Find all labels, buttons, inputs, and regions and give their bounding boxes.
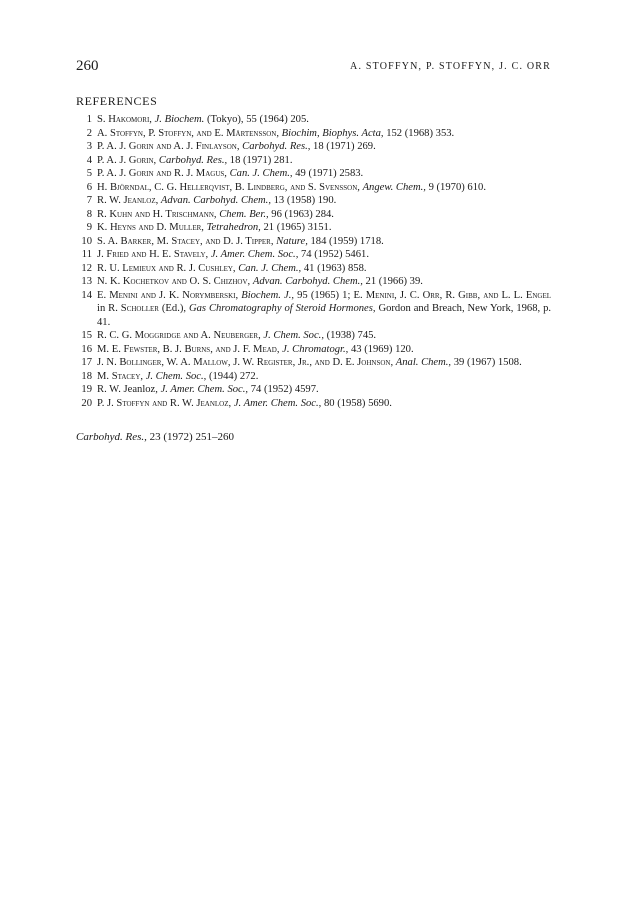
reference-number: 1 [86,114,92,125]
reference-detail: in [97,303,109,314]
reference-item [76,235,551,249]
reference-number: 14 [81,289,92,301]
reference-journal: J. Amer. Chem. Soc., [233,397,322,409]
reference-authors: E. Menini and J. K. Norymberski, [97,289,239,301]
reference-authors: R. Scholler [108,303,159,314]
footer-citation: 23 (1972) 251–260 [146,431,234,443]
reference-number: 9 [86,222,92,233]
reference-authors: M. Stacey, [97,370,144,382]
reference-number: 19 [81,384,92,395]
reference-authors: K. Heyns and D. Muller, [97,222,204,233]
reference-authors: J. Fried and H. E. Stavely, [97,249,209,260]
reference-text [97,356,551,370]
page-number: 260 [76,58,99,74]
reference-text [97,167,551,181]
reference-journal: J. Biochem. [154,114,205,125]
running-head: A. STOFFYN, P. STOFFYN, J. C. ORR [350,61,551,72]
reference-detail: 18 (1971) 269. [310,141,376,152]
reference-journal: Biochem. J., [241,289,295,301]
reference-number: 18 [81,370,92,382]
reference-journal: J. Chem. Soc., [145,370,207,382]
reference-number: 6 [86,181,92,193]
reference-detail: (1944) 272. [206,370,259,382]
reference-text [97,343,551,357]
reference-authors: P. A. J. Gorin and R. J. Magus, [97,168,227,179]
reference-item [76,140,551,154]
reference-detail: R. W. Jeanloz, [97,384,161,395]
reference-journal: Chem. Ber., [219,208,269,220]
reference-authors: R. W. Jeanloz, [97,195,159,206]
reference-detail: (Tokyo), 55 (1964) 205. [204,114,309,125]
reference-journal: J. Amer. Chem. Soc., [210,249,299,260]
reference-number: 3 [86,141,92,152]
reference-item [76,154,551,168]
reference-item [76,329,551,343]
reference-number: 7 [86,195,92,206]
reference-item [76,221,551,235]
reference-item [76,208,551,222]
reference-item [76,194,551,208]
reference-authors: S. A. Barker, M. Stacey, and D. J. Tipper, [97,235,274,247]
reference-journal: Carbohyd. Res., [242,141,311,152]
reference-text [97,262,551,276]
reference-authors: J. N. Bollinger, W. A. Mallow, J. W. Register, Jr., and D. E. Johnson, [97,357,394,368]
reference-detail: 21 (1966) 39. [362,276,423,287]
reference-authors: P. A. J. Gorin and A. J. Finlayson, [97,141,240,152]
reference-number: 16 [81,343,92,355]
reference-detail: 96 (1963) 284. [268,208,334,220]
reference-detail: 21 (1965) 3151. [260,222,332,233]
reference-text [97,113,551,127]
reference-journal: Tetrahedron, [206,222,261,233]
reference-number: 11 [81,249,92,260]
journal-footer [76,431,234,443]
reference-number: 12 [81,262,92,274]
reference-authors: N. K. Kochetkov and O. S. Chizhov, [97,276,251,287]
reference-journal: Carbohyd. Res., [158,154,228,166]
reference-authors: M. E. Fewster, B. J. Burns, and J. F. Mead, [97,343,280,355]
reference-number: 13 [81,276,92,287]
footer-journal: Carbohyd. Res., [76,431,147,443]
reference-authors: R. Kuhn and H. Trischmann, [97,208,217,220]
reference-journal: Advan. Carbohyd. Chem., [160,195,271,206]
reference-item [76,397,551,411]
reference-detail: (1938) 745. [323,330,377,341]
reference-text [97,383,551,397]
reference-number: 8 [86,208,92,220]
reference-text [97,140,551,154]
reference-number: 20 [81,397,92,409]
reference-journal: J. Chem. Soc., [263,330,324,341]
reference-detail: 49 (1971) 2583. [292,168,364,179]
reference-journal: J. Amer. Chem. Soc., [160,384,249,395]
reference-authors: A. Stoffyn, P. Stoffyn, and E. Mårtensson, [97,127,279,139]
reference-text [97,208,551,222]
reference-journal: Nature, [276,235,308,247]
reference-item [76,181,551,195]
reference-journal: Angew. Chem., [362,181,426,193]
reference-item [76,275,551,289]
reference-authors: S. Hakomori, [97,114,152,125]
reference-text [97,127,551,141]
reference-text [97,181,551,195]
reference-item [76,113,551,127]
reference-item [76,289,551,330]
reference-detail: 39 (1967) 1508. [451,357,522,368]
reference-text [97,289,551,330]
reference-detail: 80 (1958) 5690. [321,397,392,409]
reference-detail: 74 (1952) 4597. [248,384,319,395]
reference-journal: Advan. Carbohyd. Chem., [252,276,363,287]
reference-journal: Can. J. Chem., [238,262,302,274]
reference-item [76,343,551,357]
reference-journal: J. Chromatogr., [282,343,349,355]
reference-number: 10 [81,235,92,247]
reference-text [97,275,551,289]
reference-number: 2 [86,127,92,139]
reference-text [97,221,551,235]
reference-item [76,383,551,397]
references-list [76,113,551,410]
reference-detail: (Ed.), [158,303,189,314]
reference-journal: Can. J. Chem., [229,168,293,179]
reference-authors: R. C. G. Moggridge and A. Neuberger, [97,330,261,341]
reference-text [97,154,551,168]
reference-number: 5 [86,168,92,179]
reference-item [76,370,551,384]
reference-journal: Anal. Chem., [395,357,452,368]
reference-number: 17 [81,357,92,368]
reference-journal: Gas Chromatography of Steroid Hormones, [188,303,376,314]
reference-text [97,370,551,384]
reference-item [76,248,551,262]
reference-detail: 74 (1952) 5461. [298,249,369,260]
reference-authors: H. Björndal, C. G. Hellerqvist, B. Lindberg, and S. Svensson, [97,181,360,193]
reference-detail: 95 (1965) 1; [294,289,354,301]
reference-authors: P. J. Stoffyn and R. W. Jeanloz, [97,397,232,409]
reference-item [76,127,551,141]
reference-detail: 41 (1963) 858. [301,262,367,274]
reference-detail: Gordon and Breach, New York, 1968, p. 41. [97,303,552,328]
reference-authors: R. U. Lemieux and R. J. Cushley, [97,262,236,274]
section-title: REFERENCES [76,94,158,108]
reference-number: 15 [81,330,92,341]
reference-text [97,397,551,411]
reference-detail: 13 (1958) 190. [270,195,337,206]
reference-detail: 43 (1969) 120. [348,343,414,355]
reference-journal: Biochim, Biophys. Acta, [281,127,384,139]
reference-detail: 9 (1970) 610. [425,181,486,193]
reference-text [97,235,551,249]
reference-detail: 18 (1971) 281. [227,154,293,166]
reference-authors: E. Menini, J. C. Orr, R. Gibb, and L. L. Engel [353,289,552,301]
reference-item [76,167,551,181]
reference-item [76,262,551,276]
reference-text [97,248,551,262]
reference-authors: P. A. J. Gorin, [97,154,157,166]
reference-item [76,356,551,370]
reference-detail: 184 (1959) 1718. [307,235,384,247]
reference-number: 4 [86,154,92,166]
reference-detail: 152 (1968) 353. [383,127,455,139]
reference-text [97,194,551,208]
reference-text [97,329,551,343]
